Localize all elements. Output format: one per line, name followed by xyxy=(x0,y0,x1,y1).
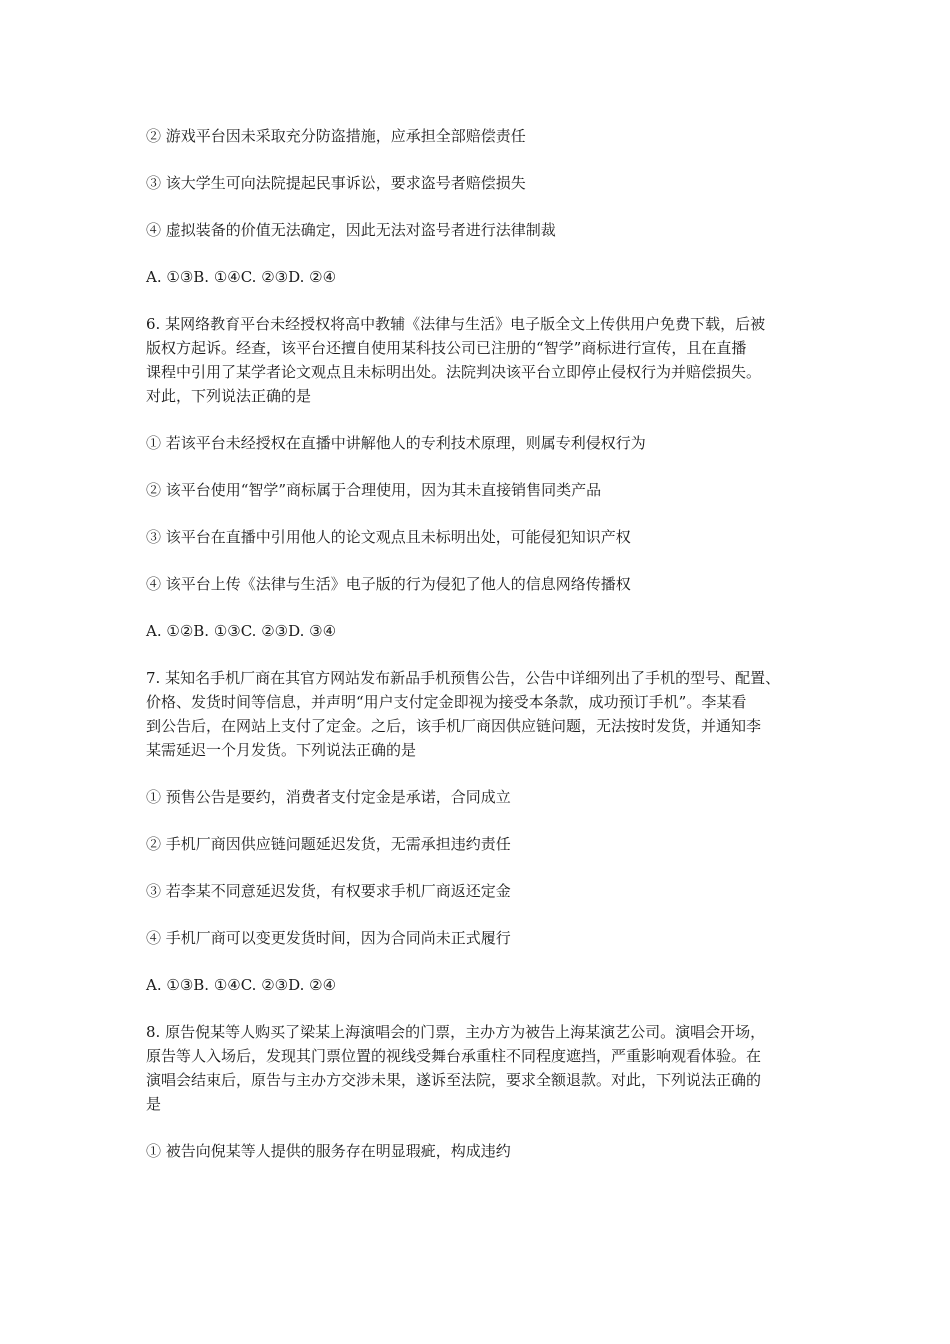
statement-option: ② 该平台使用“智学”商标属于合理使用，因为其未直接销售同类产品 xyxy=(146,481,602,499)
answer-choices: A. ①②B. ①③C. ②③D. ③④ xyxy=(146,622,337,640)
question-stem xyxy=(146,666,806,762)
question-line: 课程中引用了某学者论文观点且未标明出处。法院判决该平台立即停止侵权行为并赔偿损失。 xyxy=(146,363,762,381)
answer-choices: A. ①③B. ①④C. ②③D. ②④ xyxy=(146,268,337,286)
statement-option: ① 被告向倪某等人提供的服务存在明显瑕疵，构成违约 xyxy=(146,1142,511,1160)
answer-choices: A. ①③B. ①④C. ②③D. ②④ xyxy=(146,976,337,994)
statement-option: ③ 该大学生可向法院提起民事诉讼，要求盗号者赔偿损失 xyxy=(146,174,526,192)
question-line: 到公告后，在网站上支付了定金。之后，该手机厂商因供应链问题，无法按时发货，并通知李 xyxy=(146,717,762,735)
question-line: 6. 某网络教育平台未经授权将高中教辅《法律与生活》电子版全文上传供用户免费下载，后被 xyxy=(146,315,766,333)
statement-option: ④ 虚拟装备的价值无法确定，因此无法对盗号者进行法律制裁 xyxy=(146,221,556,239)
statement-option: ① 预售公告是要约，消费者支付定金是承诺，合同成立 xyxy=(146,788,511,806)
statement-option: ① 若该平台未经授权在直播中讲解他人的专利技术原理，则属专利侵权行为 xyxy=(146,434,646,452)
question-line: 价格、发货时间等信息，并声明“用户支付定金即视为接受本条款，成功预订手机”。李某看 xyxy=(146,693,747,711)
question-line: 8. 原告倪某等人购买了梁某上海演唱会的门票，主办方为被告上海某演艺公司。演唱会开场， xyxy=(146,1023,766,1041)
question-line: 演唱会结束后，原告与主办方交涉未果，遂诉至法院，要求全额退款。对此，下列说法正确的 xyxy=(146,1071,762,1089)
question-line: 7. 某知名手机厂商在其官方网站发布新品手机预售公告，公告中详细列出了手机的型号、配置、 xyxy=(146,669,781,687)
statement-option: ④ 手机厂商可以变更发货时间，因为合同尚未正式履行 xyxy=(146,929,511,947)
question-stem xyxy=(146,312,806,408)
question-line: 对此，下列说法正确的是 xyxy=(146,387,312,405)
statement-option: ② 游戏平台因未采取充分防盗措施，应承担全部赔偿责任 xyxy=(146,127,526,145)
statement-option: ④ 该平台上传《法律与生活》电子版的行为侵犯了他人的信息网络传播权 xyxy=(146,575,631,593)
question-line: 版权方起诉。经查，该平台还擅自使用某科技公司已注册的“智学”商标进行宣传，且在直播 xyxy=(146,339,747,357)
statement-option: ② 手机厂商因供应链问题延迟发货，无需承担违约责任 xyxy=(146,835,511,853)
statement-option: ③ 该平台在直播中引用他人的论文观点且未标明出处，可能侵犯知识产权 xyxy=(146,528,631,546)
document-page xyxy=(146,124,806,1186)
question-line: 原告等人入场后，发现其门票位置的视线受舞台承重柱不同程度遮挡，严重影响观看体验。在 xyxy=(146,1047,762,1065)
question-stem xyxy=(146,1020,806,1116)
statement-option: ③ 若李某不同意延迟发货，有权要求手机厂商返还定金 xyxy=(146,882,511,900)
question-line: 某需延迟一个月发货。下列说法正确的是 xyxy=(146,741,417,759)
question-line: 是 xyxy=(146,1095,162,1113)
